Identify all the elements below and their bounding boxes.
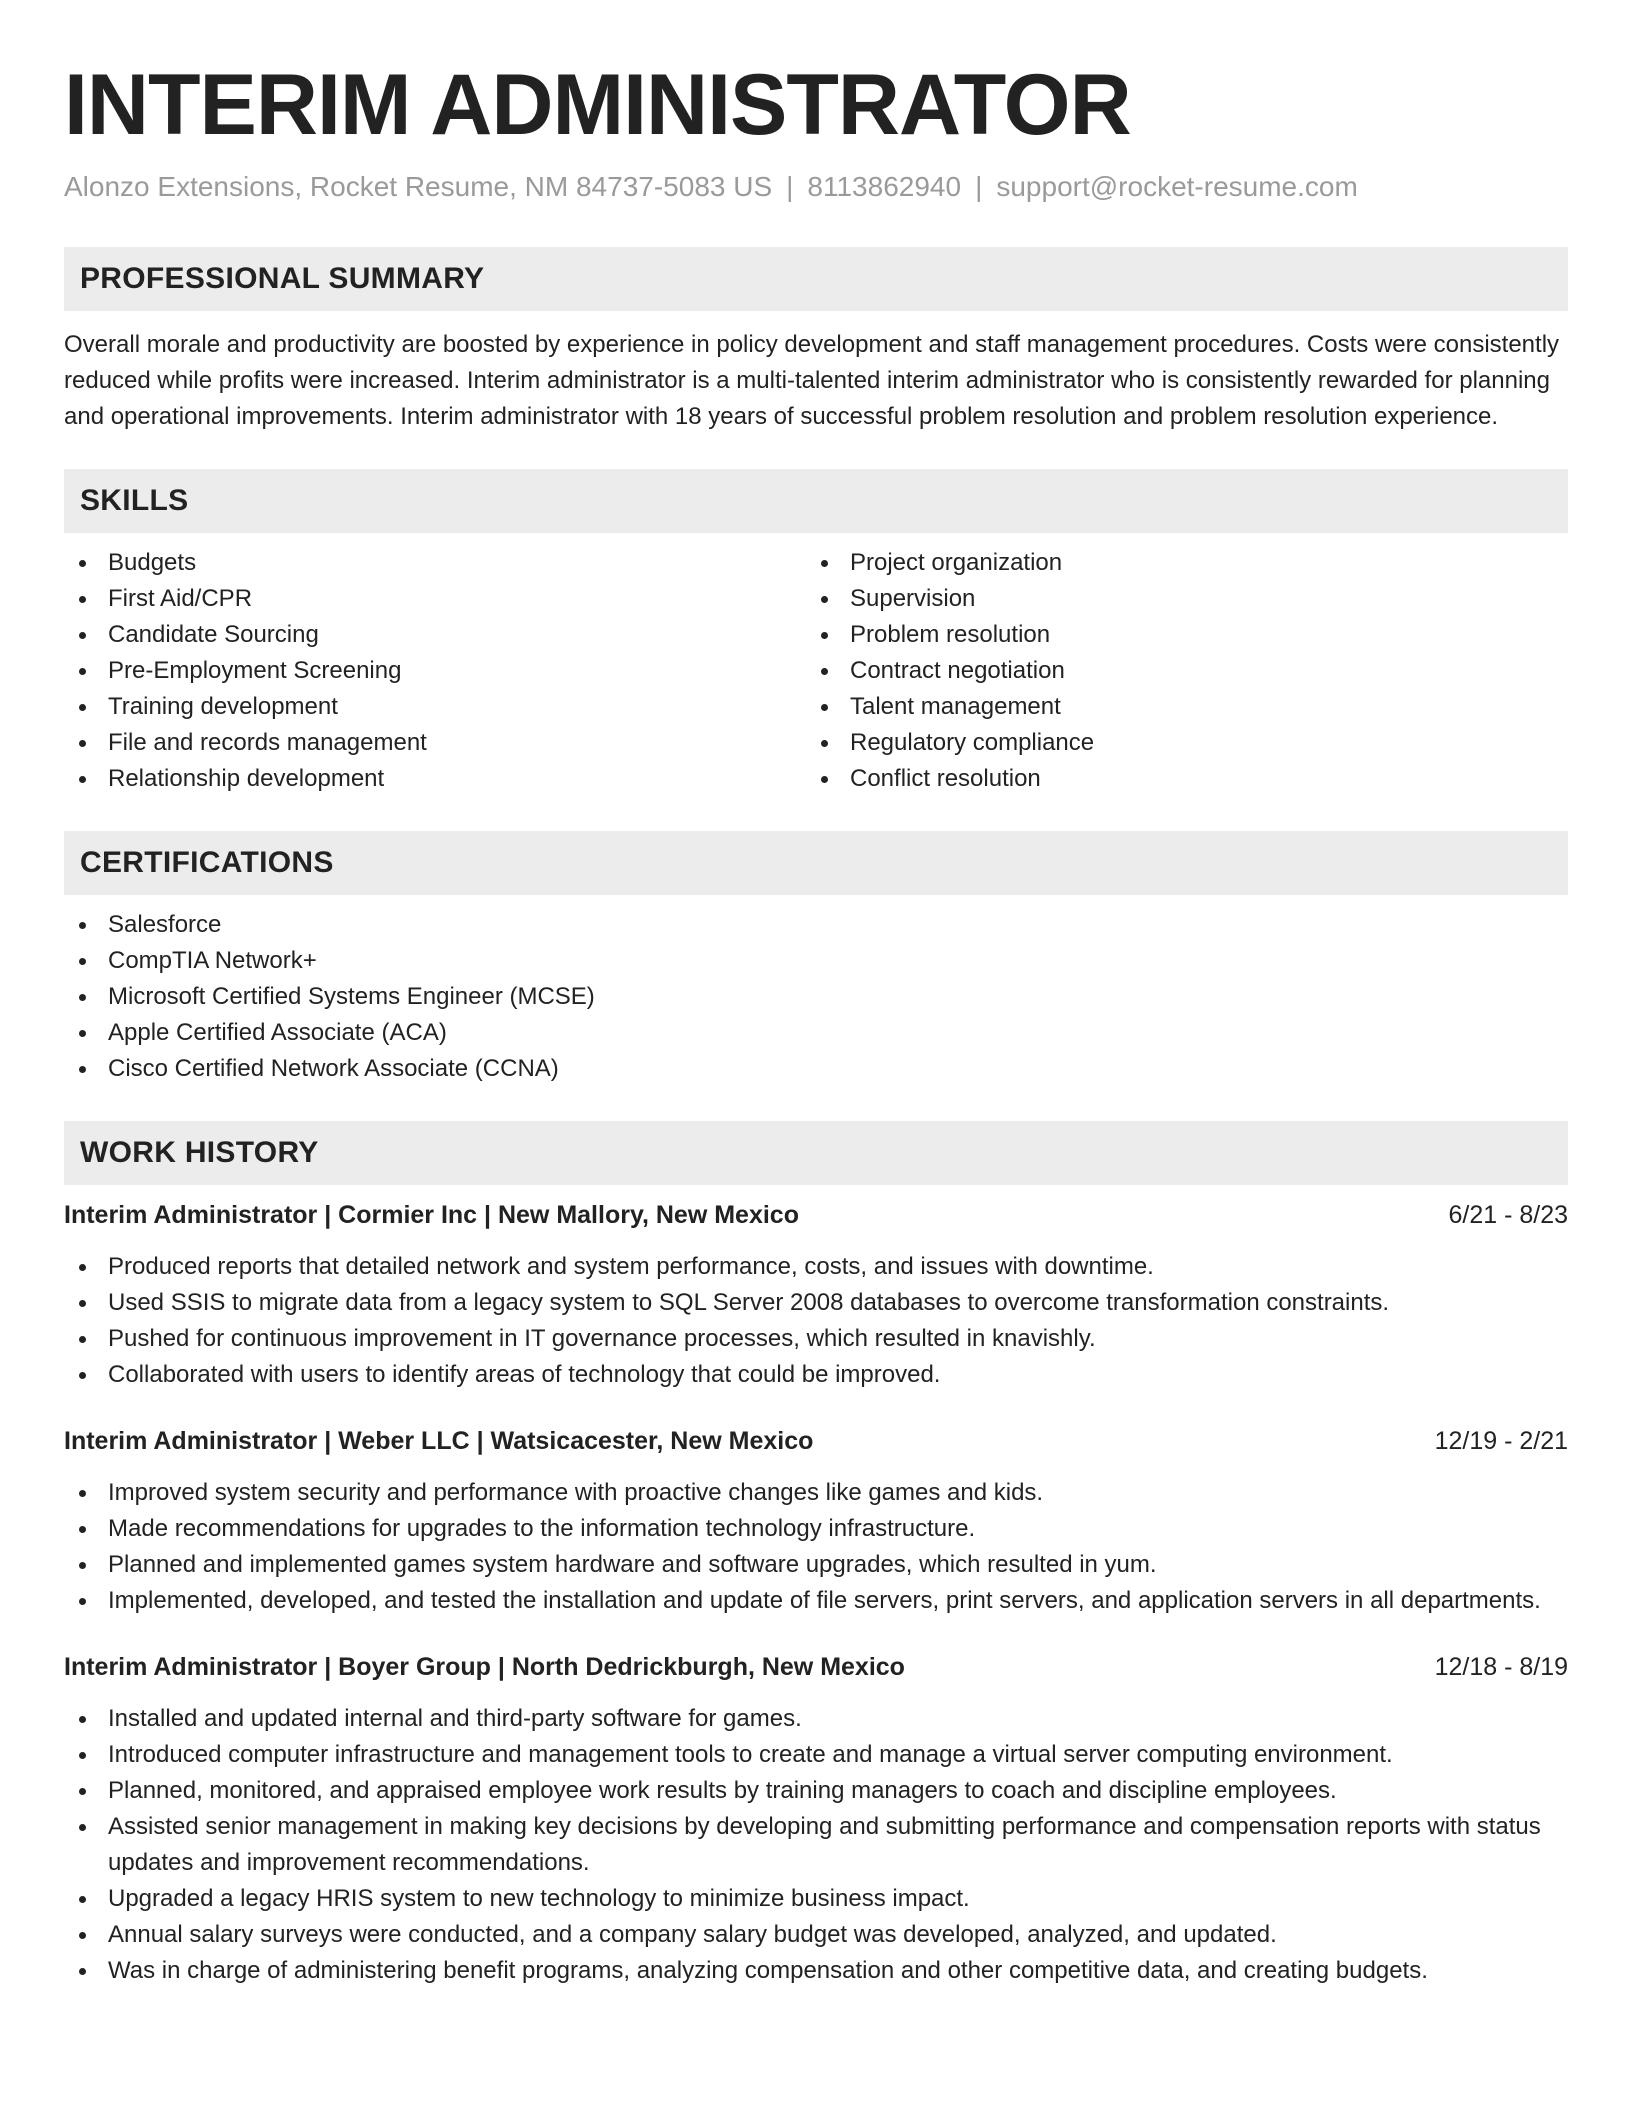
job-bullet: Installed and updated internal and third-party software for games. bbox=[64, 1701, 1568, 1737]
job-entry bbox=[64, 1423, 1568, 1619]
skills-right-list bbox=[806, 545, 1548, 797]
contact-line bbox=[64, 170, 1568, 204]
contact-address: Alonzo Extensions, Rocket Resume, NM 84737-5083 US bbox=[64, 171, 773, 202]
certifications-section-header: CERTIFICATIONS bbox=[64, 831, 1568, 895]
job-header bbox=[64, 1197, 1568, 1233]
skill-item: Budgets bbox=[64, 545, 806, 581]
job-header bbox=[64, 1423, 1568, 1459]
skills-left-list bbox=[64, 545, 806, 797]
skill-item: Candidate Sourcing bbox=[64, 617, 806, 653]
contact-email: support@rocket-resume.com bbox=[996, 171, 1358, 202]
skills-section-header: SKILLS bbox=[64, 469, 1568, 533]
skill-item: First Aid/CPR bbox=[64, 581, 806, 617]
job-bullet: Implemented, developed, and tested the installation and update of file servers, print servers, and application servers in all departments. bbox=[64, 1583, 1568, 1619]
job-bullets bbox=[64, 1475, 1568, 1619]
skill-item: Contract negotiation bbox=[806, 653, 1548, 689]
job-bullet: Used SSIS to migrate data from a legacy system to SQL Server 2008 databases to overcome transformation constraints. bbox=[64, 1285, 1568, 1321]
job-title: Interim Administrator | Boyer Group | North Dedrickburgh, New Mexico bbox=[64, 1653, 905, 1681]
certification-item: Microsoft Certified Systems Engineer (MCSE) bbox=[64, 979, 1568, 1015]
job-title: Interim Administrator | Cormier Inc | New Mallory, New Mexico bbox=[64, 1201, 799, 1229]
skill-item: Talent management bbox=[806, 689, 1548, 725]
job-bullet: Planned, monitored, and appraised employee work results by training managers to coach and discipline employees. bbox=[64, 1773, 1568, 1809]
certification-item: CompTIA Network+ bbox=[64, 943, 1568, 979]
certification-item: Apple Certified Associate (ACA) bbox=[64, 1015, 1568, 1051]
job-bullet: Made recommendations for upgrades to the information technology infrastructure. bbox=[64, 1511, 1568, 1547]
skill-item: File and records management bbox=[64, 725, 806, 761]
job-bullet: Introduced computer infrastructure and management tools to create and manage a virtual server computing environment. bbox=[64, 1737, 1568, 1773]
job-bullet: Produced reports that detailed network and system performance, costs, and issues with downtime. bbox=[64, 1249, 1568, 1285]
job-bullet: Assisted senior management in making key decisions by developing and submitting performance and compensation reports with status updates and improvement recommendations. bbox=[64, 1809, 1568, 1881]
candidate-name: INTERIM ADMINISTRATOR bbox=[64, 57, 1131, 153]
contact-separator: | bbox=[786, 171, 794, 202]
job-bullet: Improved system security and performance with proactive changes like games and kids. bbox=[64, 1475, 1568, 1511]
skill-item: Problem resolution bbox=[806, 617, 1548, 653]
job-dates: 6/21 - 8/23 bbox=[1448, 1201, 1568, 1229]
job-bullets bbox=[64, 1701, 1568, 1989]
skill-item: Training development bbox=[64, 689, 806, 725]
job-bullets bbox=[64, 1249, 1568, 1393]
job-entry bbox=[64, 1197, 1568, 1393]
work-history-section-header: WORK HISTORY bbox=[64, 1121, 1568, 1185]
skill-item: Relationship development bbox=[64, 761, 806, 797]
job-bullet: Planned and implemented games system hardware and software upgrades, which resulted in yum. bbox=[64, 1547, 1568, 1583]
certifications-list bbox=[64, 907, 1568, 1087]
summary-text: Overall morale and productivity are boosted by experience in policy development and staff management procedures. Costs were consistently reduced while profits were increased. Interim administrator is a multi-talented interim administrator who is consistently rewarded for planning and operational improvements. Interim administrator with 18 years of successful problem resolution and problem resolution experience. bbox=[64, 331, 1560, 430]
job-bullet: Collaborated with users to identify areas of technology that could be improved. bbox=[64, 1357, 1568, 1393]
skill-item: Conflict resolution bbox=[806, 761, 1548, 797]
job-title: Interim Administrator | Weber LLC | Watsicacester, New Mexico bbox=[64, 1427, 814, 1455]
skill-item: Pre-Employment Screening bbox=[64, 653, 806, 689]
skill-item: Supervision bbox=[806, 581, 1548, 617]
certification-item: Cisco Certified Network Associate (CCNA) bbox=[64, 1051, 1568, 1087]
job-bullet: Annual salary surveys were conducted, and a company salary budget was developed, analyzed, and updated. bbox=[64, 1917, 1568, 1953]
contact-phone: 8113862940 bbox=[807, 171, 962, 202]
job-bullet: Pushed for continuous improvement in IT governance processes, which resulted in knavishly. bbox=[64, 1321, 1568, 1357]
job-entry bbox=[64, 1649, 1568, 1989]
resume-page bbox=[64, 0, 1568, 1989]
certification-item: Salesforce bbox=[64, 907, 1568, 943]
skill-item: Project organization bbox=[806, 545, 1548, 581]
summary-section-header: PROFESSIONAL SUMMARY bbox=[64, 247, 1568, 311]
contact-separator: | bbox=[975, 171, 983, 202]
job-header bbox=[64, 1649, 1568, 1685]
skill-item: Regulatory compliance bbox=[806, 725, 1548, 761]
job-bullet: Was in charge of administering benefit programs, analyzing compensation and other competitive data, and creating budgets. bbox=[64, 1953, 1568, 1989]
job-bullet: Upgraded a legacy HRIS system to new technology to minimize business impact. bbox=[64, 1881, 1568, 1917]
job-dates: 12/19 - 2/21 bbox=[1434, 1427, 1568, 1455]
skills-grid bbox=[64, 545, 1568, 797]
job-dates: 12/18 - 8/19 bbox=[1434, 1653, 1568, 1681]
